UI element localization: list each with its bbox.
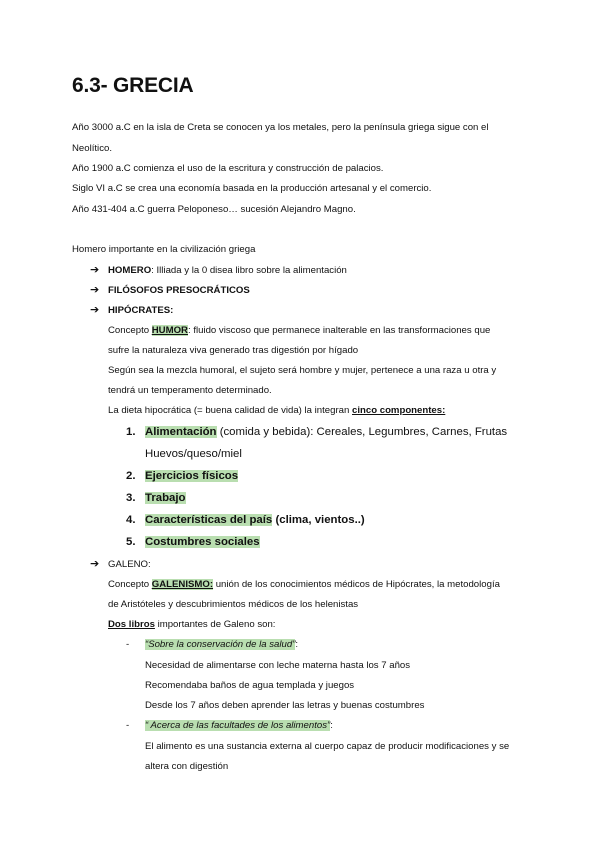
component-3-number: 3. <box>126 492 136 504</box>
humor-definition: : fluido viscoso que permanece inalterable en las transformaciones que <box>187 325 491 336</box>
dash-bullet: - <box>126 639 130 650</box>
arrow-bullet-icon: ➔ <box>90 558 100 570</box>
intro-line-4: Siglo VI a.C se crea una economía basada en la producción artesanal y el comercio. <box>72 183 432 194</box>
homero-text: : Illiada y la 0 disea libro sobre la alimentación <box>151 265 347 276</box>
component-3 <box>145 491 186 505</box>
component-1 <box>145 425 507 439</box>
libro-1-title-line <box>145 639 298 651</box>
libro-1-item-3: Desde los 7 años deben aprender las letras y buenas costumbres <box>145 700 425 711</box>
component-3-term: Trabajo <box>145 492 186 504</box>
dieta-line <box>108 405 445 417</box>
libro-1-item-2: Recomendaba baños de agua templada y juegos <box>145 680 355 691</box>
cinco-componentes-term: cinco componentes: <box>352 405 446 416</box>
component-5-number: 5. <box>126 536 136 548</box>
component-2 <box>145 469 238 483</box>
concept-prefix: Concepto <box>108 579 152 590</box>
component-2-number: 2. <box>126 470 136 482</box>
humor-term: HUMOR <box>151 325 188 336</box>
homero-label: HOMERO <box>108 265 152 276</box>
concept-prefix: Concepto <box>108 325 152 336</box>
dash-bullet: - <box>126 720 130 731</box>
hipocrates-label: HIPÓCRATES: <box>108 305 174 316</box>
component-1-line-2: Huevos/queso/miel <box>145 448 242 460</box>
homero-item <box>108 265 347 277</box>
dos-libros-term: Dos libros <box>108 619 155 630</box>
component-4-term: Características del país <box>145 514 273 526</box>
homero-intro: Homero importante en la civilización griega <box>72 244 256 255</box>
libro-2-title-line <box>145 720 333 732</box>
libro-2-title: “ Acerca de las facultades de los alimentos” <box>145 720 331 731</box>
page-title: 6.3- GRECIA <box>72 74 194 97</box>
segun-line-2: tendrá un temperamento determinado. <box>108 385 272 396</box>
component-2-term: Ejercicios físicos <box>145 470 239 482</box>
component-4-number: 4. <box>126 514 136 526</box>
arrow-bullet-icon: ➔ <box>90 264 100 276</box>
intro-line-1: Año 3000 a.C en la isla de Creta se conocen ya los metales, pero la península griega sigue con el <box>72 122 489 133</box>
dieta-prefix: La dieta hipocrática (= buena calidad de vida) la integran <box>108 405 353 416</box>
humor-concept-line-1 <box>108 325 490 337</box>
dos-libros-line <box>108 619 275 631</box>
galenismo-term: GALENISMO: <box>151 579 214 590</box>
libro-1-item-1: Necesidad de alimentarse con leche materna hasta los 7 años <box>145 660 411 671</box>
component-5-term: Costumbres sociales <box>145 536 260 548</box>
libro-2-line-1: El alimento es una sustancia externa al cuerpo capaz de producir modificaciones y se <box>145 741 510 752</box>
libro-2-line-2: altera con digestión <box>145 761 229 772</box>
galenismo-concept-line-1 <box>108 579 500 591</box>
humor-concept-line-2: sufre la naturaleza viva generado tras digestión por hígado <box>108 345 359 356</box>
component-5 <box>145 535 260 549</box>
libro-1-colon: : <box>295 639 299 650</box>
component-1-rest: (comida y bebida): Cereales, Legumbres, Carnes, Frutas <box>216 426 508 438</box>
intro-line-5: Año 431-404 a.C guerra Peloponeso… sucesión Alejandro Magno. <box>72 204 356 215</box>
libro-1-title: “Sobre la conservación de la salud” <box>145 639 296 650</box>
galenismo-concept-line-2: de Aristóteles y descubrimientos médicos de los helenistas <box>108 599 359 610</box>
galeno-label: GALENO: <box>108 559 151 570</box>
filosofos-label: FILÓSOFOS PRESOCRÁTICOS <box>108 285 250 296</box>
segun-line-1: Según sea la mezcla humoral, el sujeto será hombre y mujer, pertenece a una raza u otra y <box>108 365 497 376</box>
component-1-term: Alimentación <box>145 426 217 438</box>
component-1-number: 1. <box>126 426 136 438</box>
libro-2-colon: : <box>330 720 333 731</box>
arrow-bullet-icon: ➔ <box>90 304 100 316</box>
intro-line-3: Año 1900 a.C comienza el uso de la escritura y construcción de palacios. <box>72 163 384 174</box>
galenismo-definition: unión de los conocimientos médicos de Hipócrates, la metodología <box>213 579 500 590</box>
component-4-rest: (clima, vientos..) <box>272 514 365 526</box>
component-4 <box>145 513 365 527</box>
arrow-bullet-icon: ➔ <box>90 284 100 296</box>
intro-line-2: Neolítico. <box>72 143 112 154</box>
dos-libros-text: importantes de Galeno son: <box>154 619 276 630</box>
